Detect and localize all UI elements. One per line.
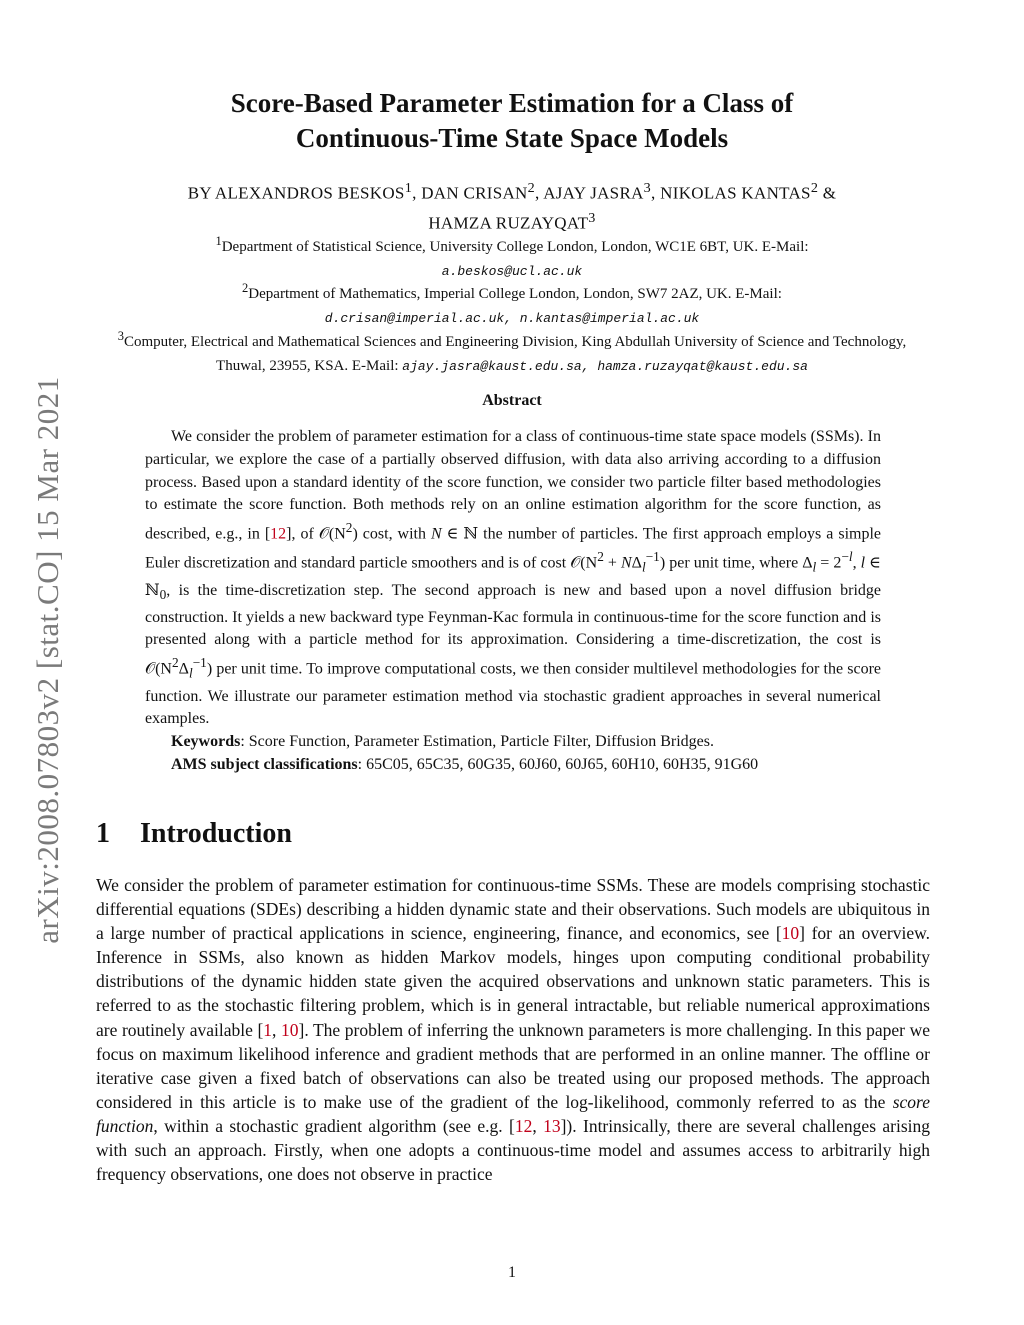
arxiv-identifier-stamp: arXiv:2008.07803v2 [stat.CO] 15 Mar 2021	[30, 376, 65, 944]
emphasis-term: score function	[96, 1091, 930, 1136]
intro-text: ]). Intrinsically, there are several challenges arising with such an approach. Firstly, when one adopts a continuous-time model and assumes access to arbitrarily high frequency observations, one does not observe in practice	[96, 1115, 931, 1185]
intro-text: We consider the problem of parameter estimation for continuous-time SSMs. These are models comprising stochastic differential equations (SDEs) describing a hidden dynamic state and their observations. Such models are ubiquitous in a large number of practical applications in science, engineering, finance, and economics, see [	[96, 875, 930, 944]
page-number: 1	[508, 1264, 516, 1281]
abstract-body	[145, 426, 881, 777]
author-separator: ,	[651, 183, 661, 203]
affiliation-sup: 1	[215, 234, 222, 248]
author-name: DAN CRISAN	[421, 183, 528, 203]
citation-link[interactable]: 13	[543, 1115, 561, 1136]
affiliation-2	[100, 276, 924, 331]
author-separator: ,	[412, 183, 422, 203]
author-affil-sup: 2	[527, 180, 536, 196]
keywords-text: : Score Function, Parameter Estimation, Particle Filter, Diffusion Bridges.	[240, 733, 714, 751]
ams-label: AMS subject classifications	[171, 755, 358, 773]
affiliation-email[interactable]: ajay.jasra@kaust.edu.sa, hamza.ruzayqat@kaust.edu.sa	[402, 359, 808, 374]
section-title: Introduction	[140, 818, 292, 849]
affiliation-email[interactable]: d.crisan@imperial.ac.uk, n.kantas@imperial.ac.uk	[324, 311, 700, 326]
author-name: NIKOLAS KANTAS	[660, 183, 811, 203]
author-list	[100, 176, 924, 235]
affiliation-sup: 2	[242, 281, 249, 295]
author-separator: ,	[535, 183, 544, 203]
author-name: AJAY JASRA	[543, 183, 644, 203]
affiliation-text: Computer, Electrical and Mathematical Sciences and Engineering Division, King Abdullah University of Science and Technology, Thuwal, 23955, KSA. E-Mail:	[123, 334, 907, 374]
abstract-text: , is the time-discretization step. The second approach is new and based upon a novel diffusion bridge construction. It yields a new backward type Feynman-Kac formula in continuous-time for the score function and is presented along with a particle method for its approximation. Considering a time-discretization, the cost is 𝒪(N	[145, 581, 881, 678]
title-line-1: Score-Based Parameter Estimation for a Class of	[230, 88, 794, 118]
abstract-text: ) per unit time, where	[659, 554, 803, 572]
intro-text: ] for an overview. Inference in SSMs, also known as hidden Markov models, hinges upon computing conditional probability distributions of the dynamic hidden state given the acquired observations and unknown static parameters. This is referred to as the stochastic filtering problem, which is in general intractable, but reliable numerical approximations are routinely available [	[96, 923, 930, 1040]
affiliation-email[interactable]: a.beskos@ucl.ac.uk	[441, 264, 583, 279]
abstract-paragraph: We consider the problem of parameter estimation for a class of continuous-time state space models (SSMs). In particular, we explore the case of a partially observed diffusion, with data also arriving according to a diffusion process. Based upon a standard identity of the score function, we consider two particle filter based methodologies to estimate the score function. Both methods rely on an online estimation algorithm for the score function, as described, e.g., in [12], of $𝒪(N^2)$ cost, with N ∈ ℕ the number of particles. The first approach employs a simple Euler discretization and standard particle smoothers and is of cost $𝒪(N^2 + N\Delta_l^{-1})$ per unit time, where $\Delta_l = 2^{-l}$, l ∈ ℕ$_0$, is the time-discretization step. The second approach is new and based upon a novel diffusion bridge construction. It yields a new backward type Feynman-Kac formula in continuous-time for the score function and is presented along with a particle method for its approximation. Considering a time-discretization, the cost is $𝒪(N^2\Delta_l^{-1})$ per unit time. To improve computational costs, we then consider multilevel methodologies for the score function. We illustrate our parameter estimation method via stochastic gradient approaches in several numerical examples.	[145, 428, 882, 728]
citation-link[interactable]: 10	[781, 923, 800, 944]
author-prefix: BY	[187, 183, 215, 203]
author-name: HAMZA RUZAYQAT	[428, 213, 589, 233]
abstract-text: We consider the problem of parameter estimation for a class of continuous-time state space models (SSMs). In particular, we explore the case of a partially observed diffusion, with data also arriving according to a diffusion process. Based upon a standard identity of the score function, we consider two particle filter based methodologies to estimate the score function. Both methods rely on an online estimation algorithm for the score function, as described, e.g., in [	[145, 428, 881, 543]
affiliation-text: Department of Mathematics, Imperial College London, London, SW7 2AZ, UK. E-Mail:	[248, 286, 782, 302]
intro-text: ]. The problem of inferring the unknown parameters is more challenging. In this paper we focus on maximum likelihood inference and gradient methods that are performed in an online manner. The offline or iterative case given a fixed batch of observations can also be treated using our proposed methods. The approach considered in this article is to make use of the gradient of the log-likelihood, commonly referred to as the	[96, 1019, 931, 1112]
citation-link[interactable]: 12	[270, 525, 287, 543]
keywords-line	[145, 731, 881, 754]
author-name: ALEXANDROS BESKOS	[214, 183, 405, 203]
ams-text: : 65C05, 65C35, 60G35, 60J60, 60J65, 60H10, 60H35, 91G60	[357, 755, 759, 773]
abstract-text: ], of 𝒪(N	[286, 525, 346, 543]
citation-link[interactable]: 1	[263, 1019, 273, 1040]
citation-link[interactable]: 12	[514, 1115, 533, 1136]
section-heading-introduction	[96, 818, 292, 850]
title-line-2: Continuous-Time State Space Models	[295, 123, 729, 153]
abstract-text: ) cost, with	[352, 525, 432, 543]
paper-title	[100, 86, 924, 156]
affiliation-3	[100, 324, 924, 379]
author-affil-sup: 1	[404, 180, 413, 196]
citation-link[interactable]: 10	[281, 1019, 299, 1040]
author-affil-sup: 3	[588, 209, 596, 226]
keywords-label: Keywords	[171, 733, 241, 751]
abstract-text: the number of particles. The first approach employs a simple Euler discretization and standard particle smoothers and is of cost 𝒪(N	[145, 525, 882, 572]
affiliation-text: Department of Statistical Science, University College London, London, WC1E 6BT, UK. E-Mail:	[221, 239, 809, 255]
introduction-paragraph: We consider the problem of parameter estimation for continuous-time SSMs. These are models comprising stochastic differential equations (SDEs) describing a hidden dynamic state and their observations. Such models are ubiquitous in a large number of practical applications in science, engineering, finance, and economics, see [10] for an overview. Inference in SSMs, also known as hidden Markov models, hinges upon computing conditional probability distributions of the dynamic hidden state given the acquired observations and unknown static parameters. This is referred to as the stochastic filtering problem, which is in general intractable, but reliable numerical approximations are routinely available [1, 10]. The problem of inferring the unknown parameters is more challenging. In this paper we focus on maximum likelihood inference and gradient methods that are performed in an online manner. The offline or iterative case given a fixed batch of observations can also be treated using our proposed methods. The approach considered in this article is to make use of the gradient of the log-likelihood, commonly referred to as the score function, within a stochastic gradient algorithm (see e.g. [12, 13]). Intrinsically, there are several challenges arising with such an approach. Firstly, when one adopts a continuous-time model and assumes access to arbitrarily high frequency observations, one does not observe in practice	[96, 875, 931, 1185]
abstract-heading: Abstract	[482, 392, 542, 409]
author-affil-sup: 3	[643, 180, 652, 196]
ams-line	[145, 754, 881, 777]
section-number: 1	[96, 818, 110, 849]
abstract-text: ) per unit time. To improve computational costs, we then consider multilevel methodologies for the score function. We illustrate our parameter estimation method via stochastic gradient approaches in several numerical examples.	[145, 660, 881, 728]
author-separator: &	[818, 183, 837, 203]
affiliation-sup: 3	[117, 329, 124, 343]
author-affil-sup: 2	[810, 180, 819, 196]
intro-text: , within a stochastic gradient algorithm (see e.g. [	[153, 1115, 515, 1136]
